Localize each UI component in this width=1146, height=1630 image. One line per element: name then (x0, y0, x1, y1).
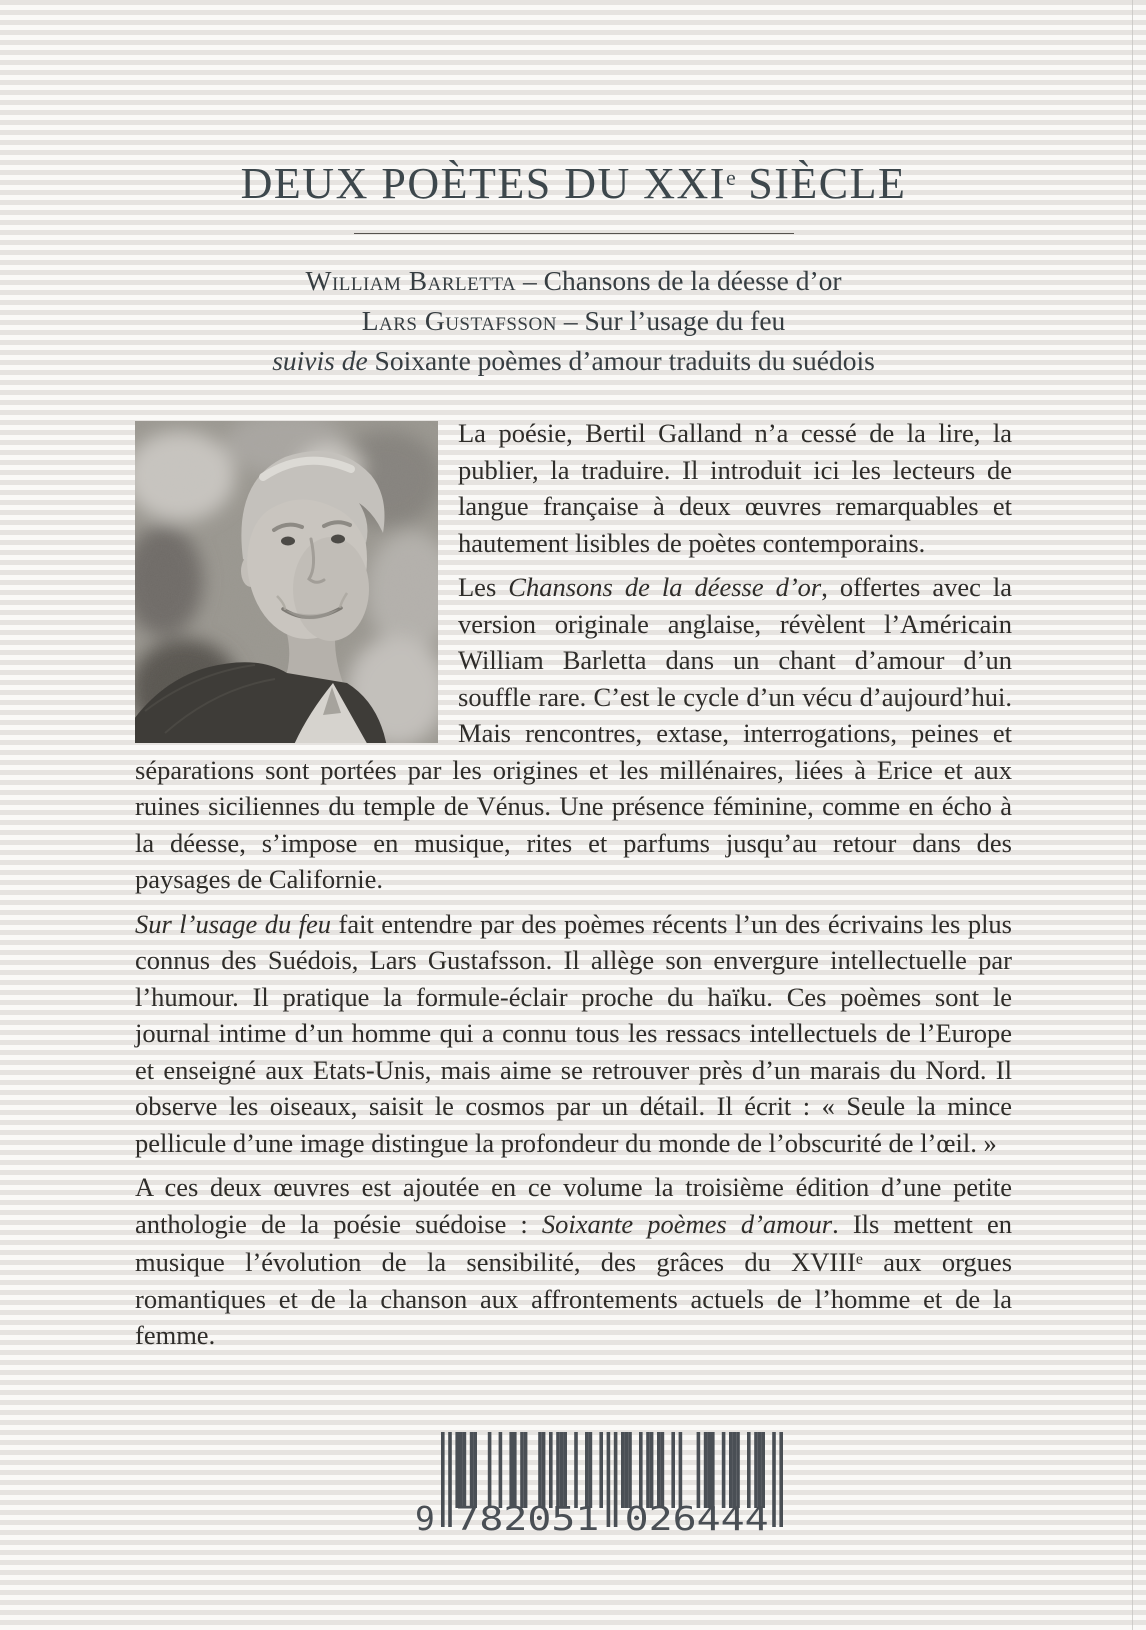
subtitle-line-barletta: William Barletta – Chansons de la déesse d’or (305, 265, 842, 296)
page-edge-line (1132, 0, 1133, 1630)
body-paragraph-chansons: Les Chansons de la déesse d’or, offertes avec la version originale anglaise, révèlent l’Américain William Barletta dans un chant d’amour d’un souffle rare. C’est le cycle d’un vécu d’aujourd’hui. Mais rencontres, extase, interrogations, peines et séparations sont portées par les origines et les millénaires, liées à Erice et aux ruines siciliennes du temple de Vénus. Une présence féminine, comme en écho à la déesse, s’impose en musique, rites et parfums jusqu’au retour dans des paysages de Californie. (135, 572, 1012, 894)
title-rule (354, 233, 794, 234)
svg-text:026444: 026444 (624, 1499, 769, 1535)
isbn-barcode (415, 1432, 791, 1535)
body-paragraph-usage-du-feu: Sur l’usage du feu fait entendre par des poèmes récents l’un des écrivains les plus connus des Suédois, Lars Gustafsson. Il allège son envergure intellectuelle par l’humour. Il pratique la formule-éclair proche du haïku. Ces poèmes sont le journal intime d’un homme qui a connu tous les ressacs intellectuels de l’Europe et enseigné aux Etats-Unis, mais aime se retrouver près d’un marais du Nord. Il observe les oiseaux, saisit le cosmos par un détail. Il écrit : « Seule la mince pellicule d’une image distingue la profondeur du monde de l’obscurité de l’œil. » (135, 908, 1012, 1158)
author-photo (135, 421, 438, 743)
subtitle-block (135, 261, 1012, 381)
svg-text:9: 9 (415, 1499, 435, 1535)
subtitle-line-suivis: suivis de Soixante poèmes d’amour traduits du suédois (272, 345, 875, 376)
body-paragraph-intro: La poésie, Bertil Galland n’a cessé de la lire, la publier, la traduire. Il introduit ici les lecteurs de langue française à deux œuvres remarquables et hautement lisibles de poètes contemporains. (458, 418, 1012, 558)
subtitle-line-gustafsson: Lars Gustafsson – Sur l’usage du feu (361, 305, 786, 336)
svg-text:782051: 782051 (455, 1499, 600, 1535)
back-cover-text (135, 415, 1012, 1354)
page-title: DEUX POÈTES DU XXIe SIÈCLE (240, 159, 907, 208)
body-paragraph-anthologie: A ces deux œuvres est ajoutée en ce volume la troisième édition d’une petite anthologie de la poésie suédoise : Soixante poèmes d’amour. Ils mettent en musique l’évolution de la sensibilité, des grâces du XVIIIe aux orgues romantiques et de la chanson aux affrontements actuels de l’homme et de la femme. (135, 1172, 1013, 1351)
